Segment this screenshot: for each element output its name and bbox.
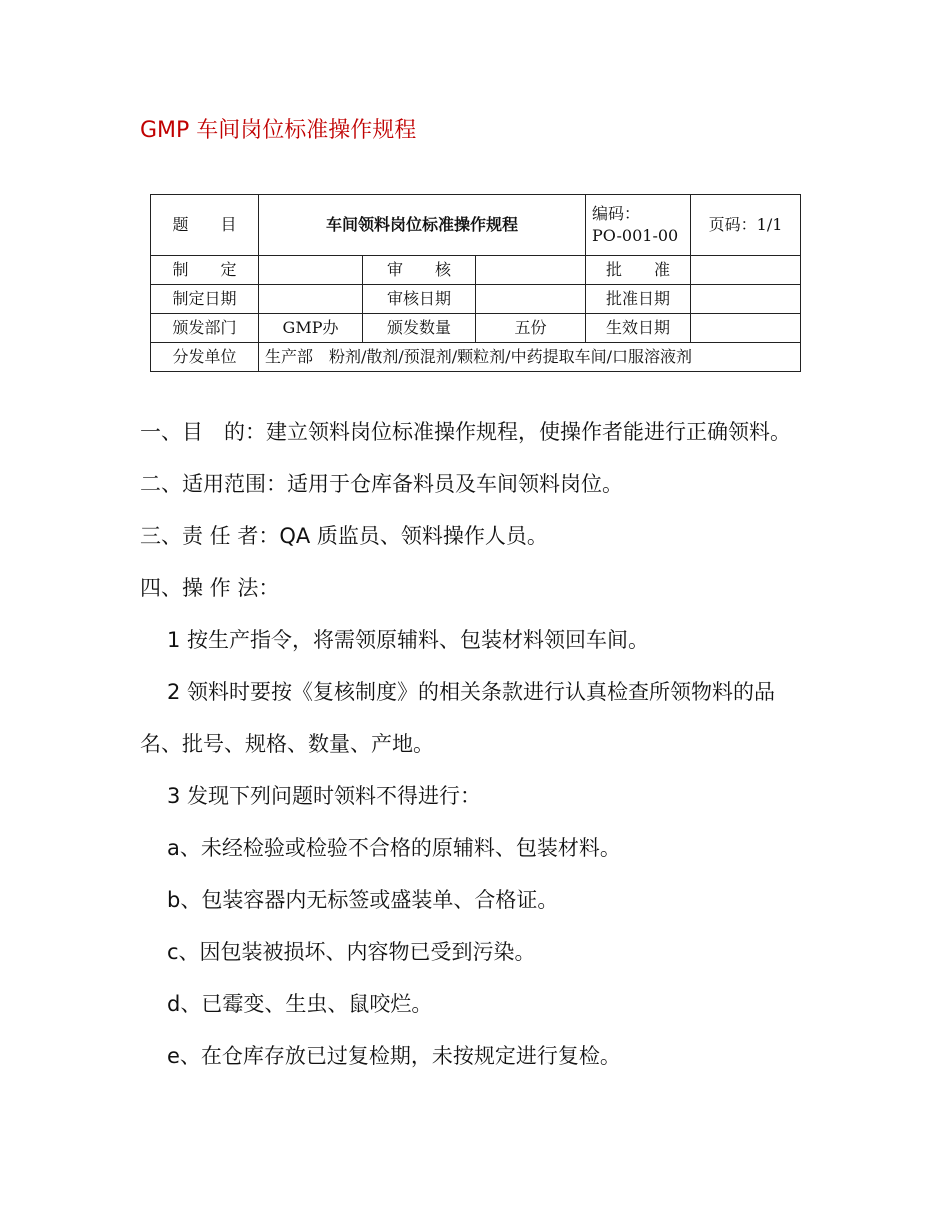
section-responsible: 三、责 任 者：QA 质监员、领料操作人员。 bbox=[140, 524, 548, 548]
header-row-distribution bbox=[151, 343, 801, 372]
approve-date-value bbox=[691, 285, 801, 314]
problem-item-a: a、未经检验或检验不合格的原辅料、包装材料。 bbox=[167, 836, 621, 860]
effective-date-value bbox=[691, 314, 801, 343]
dist-label: 分发单位 bbox=[151, 343, 259, 372]
approve-label: 批 准 bbox=[586, 256, 691, 285]
method-step-2: 2 领料时要按《复核制度》的相关条款进行认真检查所领物料的品名、批号、规格、数量、产地。 bbox=[140, 680, 776, 756]
document-header-table bbox=[150, 194, 801, 372]
method-step-3: 3 发现下列问题时领料不得进行： bbox=[167, 784, 482, 808]
header-row-signoff bbox=[151, 256, 801, 285]
header-row-dates bbox=[151, 285, 801, 314]
made-by-value bbox=[259, 256, 363, 285]
review-label: 审 核 bbox=[363, 256, 476, 285]
header-row-subject bbox=[151, 195, 801, 256]
page-number: 页码：1/1 bbox=[691, 195, 801, 256]
made-date-value bbox=[259, 285, 363, 314]
review-value bbox=[476, 256, 586, 285]
issue-qty-label: 颁发数量 bbox=[363, 314, 476, 343]
issue-dept-value: GMP办 bbox=[259, 314, 363, 343]
section-purpose: 一、目 的：建立领料岗位标准操作规程，使操作者能进行正确领料。 bbox=[140, 420, 791, 444]
document-subject: 车间领料岗位标准操作规程 bbox=[259, 195, 586, 256]
section-method-heading: 四、操 作 法： bbox=[140, 576, 280, 600]
subject-label: 题 目 bbox=[151, 195, 259, 256]
issue-dept-label: 颁发部门 bbox=[151, 314, 259, 343]
method-step-1: 1 按生产指令，将需领原辅料、包装材料领回车间。 bbox=[167, 628, 650, 652]
section-scope: 二、适用范围：适用于仓库备料员及车间领料岗位。 bbox=[140, 472, 623, 496]
code-value: PO-001-00 bbox=[592, 226, 679, 245]
code-label: 编码： bbox=[592, 204, 641, 223]
made-date-label: 制定日期 bbox=[151, 285, 259, 314]
document-code bbox=[586, 195, 691, 256]
effective-date-label: 生效日期 bbox=[586, 314, 691, 343]
made-by-label: 制 定 bbox=[151, 256, 259, 285]
problem-item-e: e、在仓库存放已过复检期，未按规定进行复检。 bbox=[167, 1044, 621, 1068]
problem-item-c: c、因包装被损坏、内容物已受到污染。 bbox=[167, 940, 536, 964]
approve-date-label: 批准日期 bbox=[586, 285, 691, 314]
approve-value bbox=[691, 256, 801, 285]
document-body bbox=[140, 406, 810, 1082]
dist-value: 生产部 粉剂/散剂/预混剂/颗粒剂/中药提取车间/口服溶液剂 bbox=[259, 343, 801, 372]
review-date-label: 审核日期 bbox=[363, 285, 476, 314]
page-title: GMP 车间岗位标准操作规程 bbox=[140, 118, 417, 143]
header-row-issue bbox=[151, 314, 801, 343]
problem-item-d: d、已霉变、生虫、鼠咬烂。 bbox=[167, 992, 433, 1016]
review-date-value bbox=[476, 285, 586, 314]
issue-qty-value: 五份 bbox=[476, 314, 586, 343]
problem-item-b: b、包装容器内无标签或盛装单、合格证。 bbox=[167, 888, 559, 912]
